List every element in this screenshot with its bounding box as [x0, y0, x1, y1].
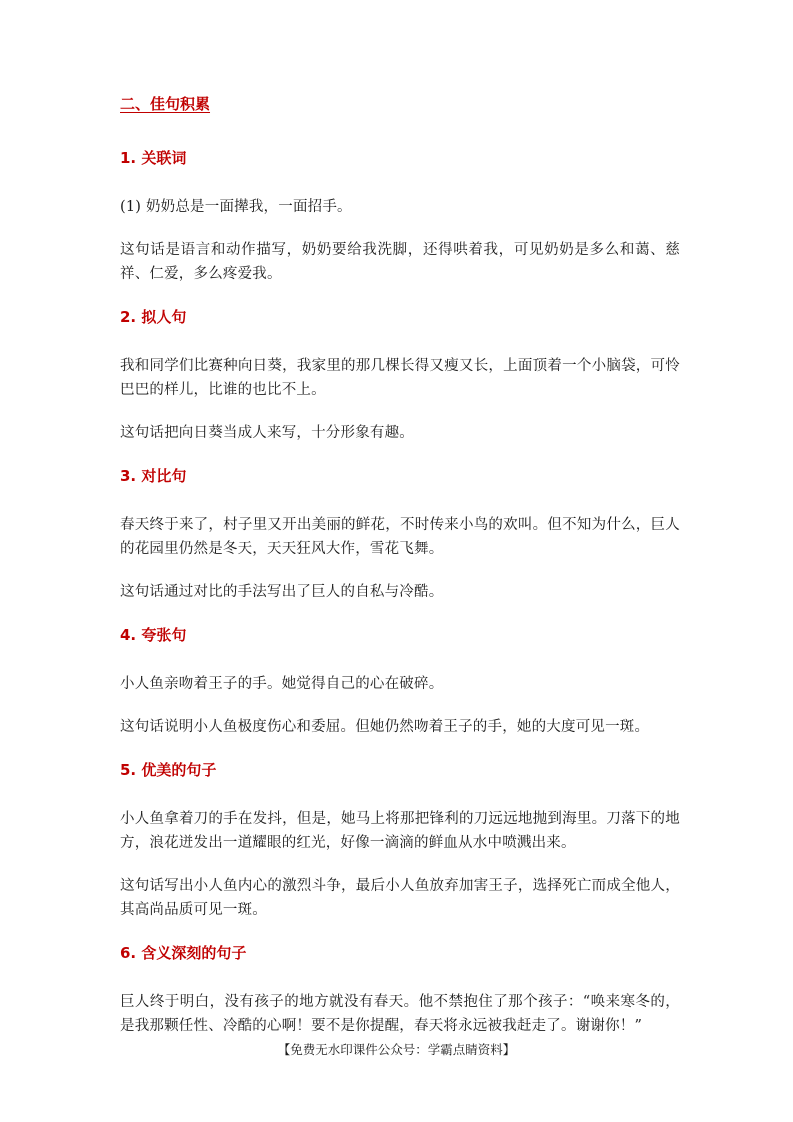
- explanation: 这句话说明小人鱼极度伤心和委屈。但她仍然吻着王子的手，她的大度可见一斑。: [120, 719, 650, 735]
- example-sentence: 巨人终于明白，没有孩子的地方就没有春天。他不禁抱住了那个孩子：“唤来寒冬的，是我那颗任性、冷酷的心啊！要不是你提醒，春天将永远被我赶走了。谢谢你！”: [120, 994, 680, 1034]
- explanation: 这句话写出小人鱼内心的激烈斗争，最后小人鱼放弃加害王子，选择死亡而成全他人，其高尚品质可见一斑。: [120, 878, 680, 918]
- section-heading: 4. 夸张句: [120, 626, 187, 644]
- example-sentence: 小人鱼亲吻着王子的手。她觉得自己的心在破碎。: [120, 676, 444, 692]
- example-sentence: (1) 奶奶总是一面撵我，一面招手。: [120, 199, 352, 215]
- section-1: [120, 146, 680, 286]
- section-2: [120, 305, 680, 445]
- explanation: 这句话是语言和动作描写，奶奶要给我洗脚，还得哄着我，可见奶奶是多么和蔼、慈祥、仁爱，多么疼爱我。: [120, 242, 680, 282]
- explanation: 这句话通过对比的手法写出了巨人的自私与冷酷。: [120, 584, 444, 600]
- example-sentence: 春天终于来了，村子里又开出美丽的鲜花，不时传来小鸟的欢叫。但不知为什么，巨人的花园里仍然是冬天，天天狂风大作，雪花飞舞。: [120, 517, 680, 557]
- page-footer: 【免费无水印课件公众号：学霸点睛资料】: [277, 1042, 516, 1057]
- section-heading: 6. 含义深刻的句子: [120, 944, 247, 962]
- section-3: [120, 464, 680, 604]
- example-sentence: 我和同学们比赛种向日葵，我家里的那几棵长得又瘦又长，上面顶着一个小脑袋，可怜巴巴的样儿，比谁的也比不上。: [120, 358, 680, 398]
- explanation: 这句话把向日葵当成人来写，十分形象有趣。: [120, 425, 414, 441]
- section-heading: 1. 关联词: [120, 149, 187, 167]
- section-4: [120, 623, 680, 739]
- section-heading: 2. 拟人句: [120, 308, 187, 326]
- section-6: [120, 941, 680, 1038]
- example-sentence: 小人鱼拿着刀的手在发抖，但是，她马上将那把锋利的刀远远地抛到海里。刀落下的地方，浪花迸发出一道耀眼的红光，好像一滴滴的鲜血从水中喷溅出来。: [120, 811, 680, 851]
- main-heading: 二、佳句积累: [120, 95, 211, 113]
- section-heading: 5. 优美的句子: [120, 761, 217, 779]
- section-5: [120, 758, 680, 922]
- document-body: [120, 92, 680, 1057]
- section-heading: 3. 对比句: [120, 467, 187, 485]
